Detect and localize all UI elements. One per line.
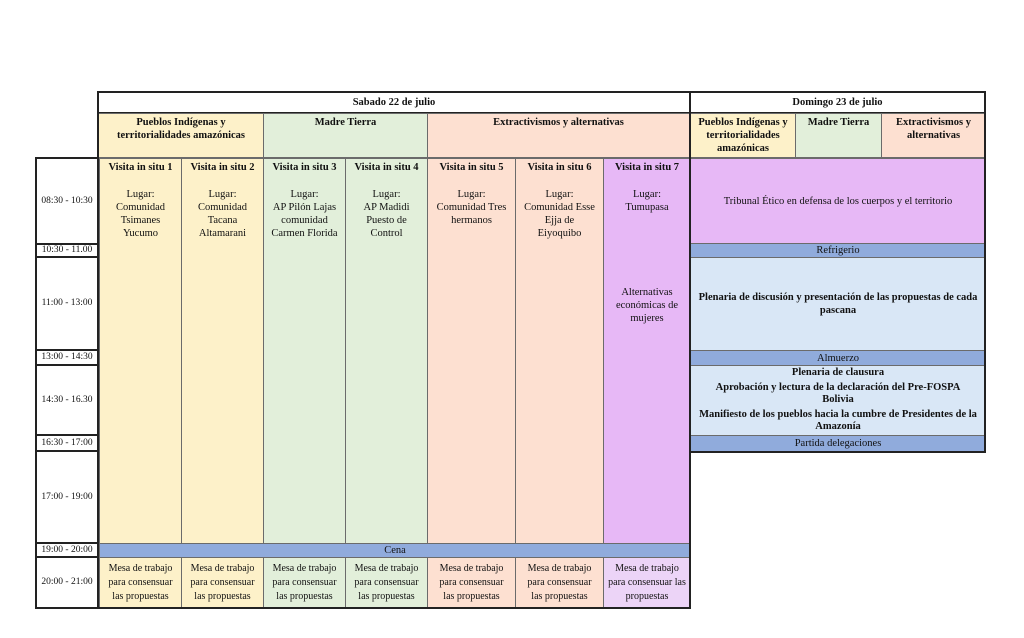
partida-delegaciones-bar: Partida delegaciones — [690, 435, 986, 452]
time-slot: 10:30 - 11.00 — [41, 245, 93, 255]
visit-column-2: Visita in situ 2 Lugar: Comunidad Tacana Altamarani — [181, 158, 264, 544]
plenaria-clausura — [690, 365, 986, 436]
almuerzo-bar: Almuerzo — [690, 350, 986, 366]
day2-group-pueblos: Pueblos Indígenas y territorialidades amazónicas — [690, 113, 796, 158]
day1-header — [97, 91, 691, 114]
visit-place: Comunidad Tacana Altamarani — [198, 202, 247, 239]
time-slot: 16:30 - 17:00 — [41, 437, 93, 448]
visit-title: Visita in situ 5 — [439, 162, 504, 173]
mesa-cell-2: Mesa de trabajo para consensuar las propuestas — [181, 557, 264, 608]
time-slot: 14:30 - 16.30 — [41, 394, 93, 405]
declaracion-item: Aprobación y lectura de la declaración del Pre-FOSPA Bolivia — [715, 381, 961, 406]
visit-extra-activity: Alternativas económicas de mujeres — [615, 287, 679, 324]
visit-title: Visita in situ 4 — [354, 162, 419, 173]
clausura-title: Plenaria de clausura — [791, 367, 885, 379]
tribunal-etico: Tribunal Ético en defensa de los cuerpos y el territorio — [690, 158, 986, 244]
mesa-cell-1: Mesa de trabajo para consensuar las propuestas — [99, 557, 182, 608]
day2-group-madre-tierra: Madre Tierra — [795, 113, 882, 158]
day2-title: Domingo 23 de julio — [792, 97, 883, 108]
visit-place: AP Pilón Lajas comunidad Carmen Florida — [271, 202, 338, 239]
day2-header — [689, 91, 986, 114]
visit-column-4: Visita in situ 4 Lugar: AP Madidi Puesto de Control — [345, 158, 428, 544]
time-slot: 17:00 - 19:00 — [41, 491, 93, 502]
day1-title: Sabado 22 de julio — [352, 97, 436, 108]
visit-place: AP Madidi Puesto de Control — [363, 202, 410, 239]
visit-column-6: Visita in situ 6 Lugar: Comunidad Esse Ejja de Eiyoquibo — [515, 158, 604, 544]
mesa-cell-7: Mesa de trabajo para consensuar las propuestas — [603, 557, 691, 608]
time-slot: 19:00 - 20:00 — [41, 544, 93, 555]
visit-place: Comunidad Tres hermanos — [436, 202, 507, 226]
day1-group-pueblos: Pueblos Indígenas y territorialidades amazónicas — [98, 113, 264, 158]
visit-column-5: Visita in situ 5 Lugar: Comunidad Tres hermanos — [427, 158, 516, 544]
time-slot: 08:30 - 10:30 — [41, 195, 93, 206]
day2-group-extractivismos: Extractivismos y alternativas — [881, 113, 986, 158]
visit-place: Comunidad Tsimanes Yucumo — [116, 202, 165, 239]
mesa-cell-3: Mesa de trabajo para consensuar las propuestas — [263, 557, 346, 608]
visit-title: Visita in situ 6 — [527, 162, 592, 173]
time-slot: 11:00 - 13:00 — [41, 298, 93, 308]
day1-group-extractivismos: Extractivismos y alternativas — [427, 113, 690, 158]
visit-place: Comunidad Esse Ejja de Eiyoquibo — [524, 202, 595, 239]
plenaria-discusion: Plenaria de discusión y presentación de las propuestas de cada pascana — [690, 257, 986, 351]
cena-bar: Cena — [99, 543, 691, 558]
visit-title: Visita in situ 3 — [272, 162, 337, 173]
visit-title: Visita in situ 2 — [190, 162, 255, 173]
visit-column-3: Visita in situ 3 Lugar: AP Pilón Lajas comunidad Carmen Florida — [263, 158, 346, 544]
visit-title: Visita in situ 7 — [614, 162, 680, 173]
time-slot: 13:00 - 14:30 — [41, 352, 93, 362]
visit-column-7: Visita in situ 7 Lugar: Tumupasa Alternativas económicas de mujeres — [603, 158, 691, 544]
mesa-cell-5: Mesa de trabajo para consensuar las propuestas — [427, 557, 516, 608]
visit-title: Visita in situ 1 — [108, 162, 173, 173]
visit-place: Tumupasa — [625, 202, 669, 213]
refrigerio-bar: Refrigerio — [690, 243, 986, 258]
mesa-cell-4: Mesa de trabajo para consensuar las propuestas — [345, 557, 428, 608]
visit-column-1: Visita in situ 1 Lugar: Comunidad Tsimanes Yucumo — [99, 158, 182, 544]
manifiesto-item: Manifiesto de los pueblos hacia la cumbre de Presidentes de la Amazonía — [699, 408, 977, 433]
time-slot: 20:00 - 21:00 — [41, 577, 93, 587]
day1-group-madre-tierra: Madre Tierra — [263, 113, 428, 158]
mesa-cell-6: Mesa de trabajo para consensuar las propuestas — [515, 557, 604, 608]
